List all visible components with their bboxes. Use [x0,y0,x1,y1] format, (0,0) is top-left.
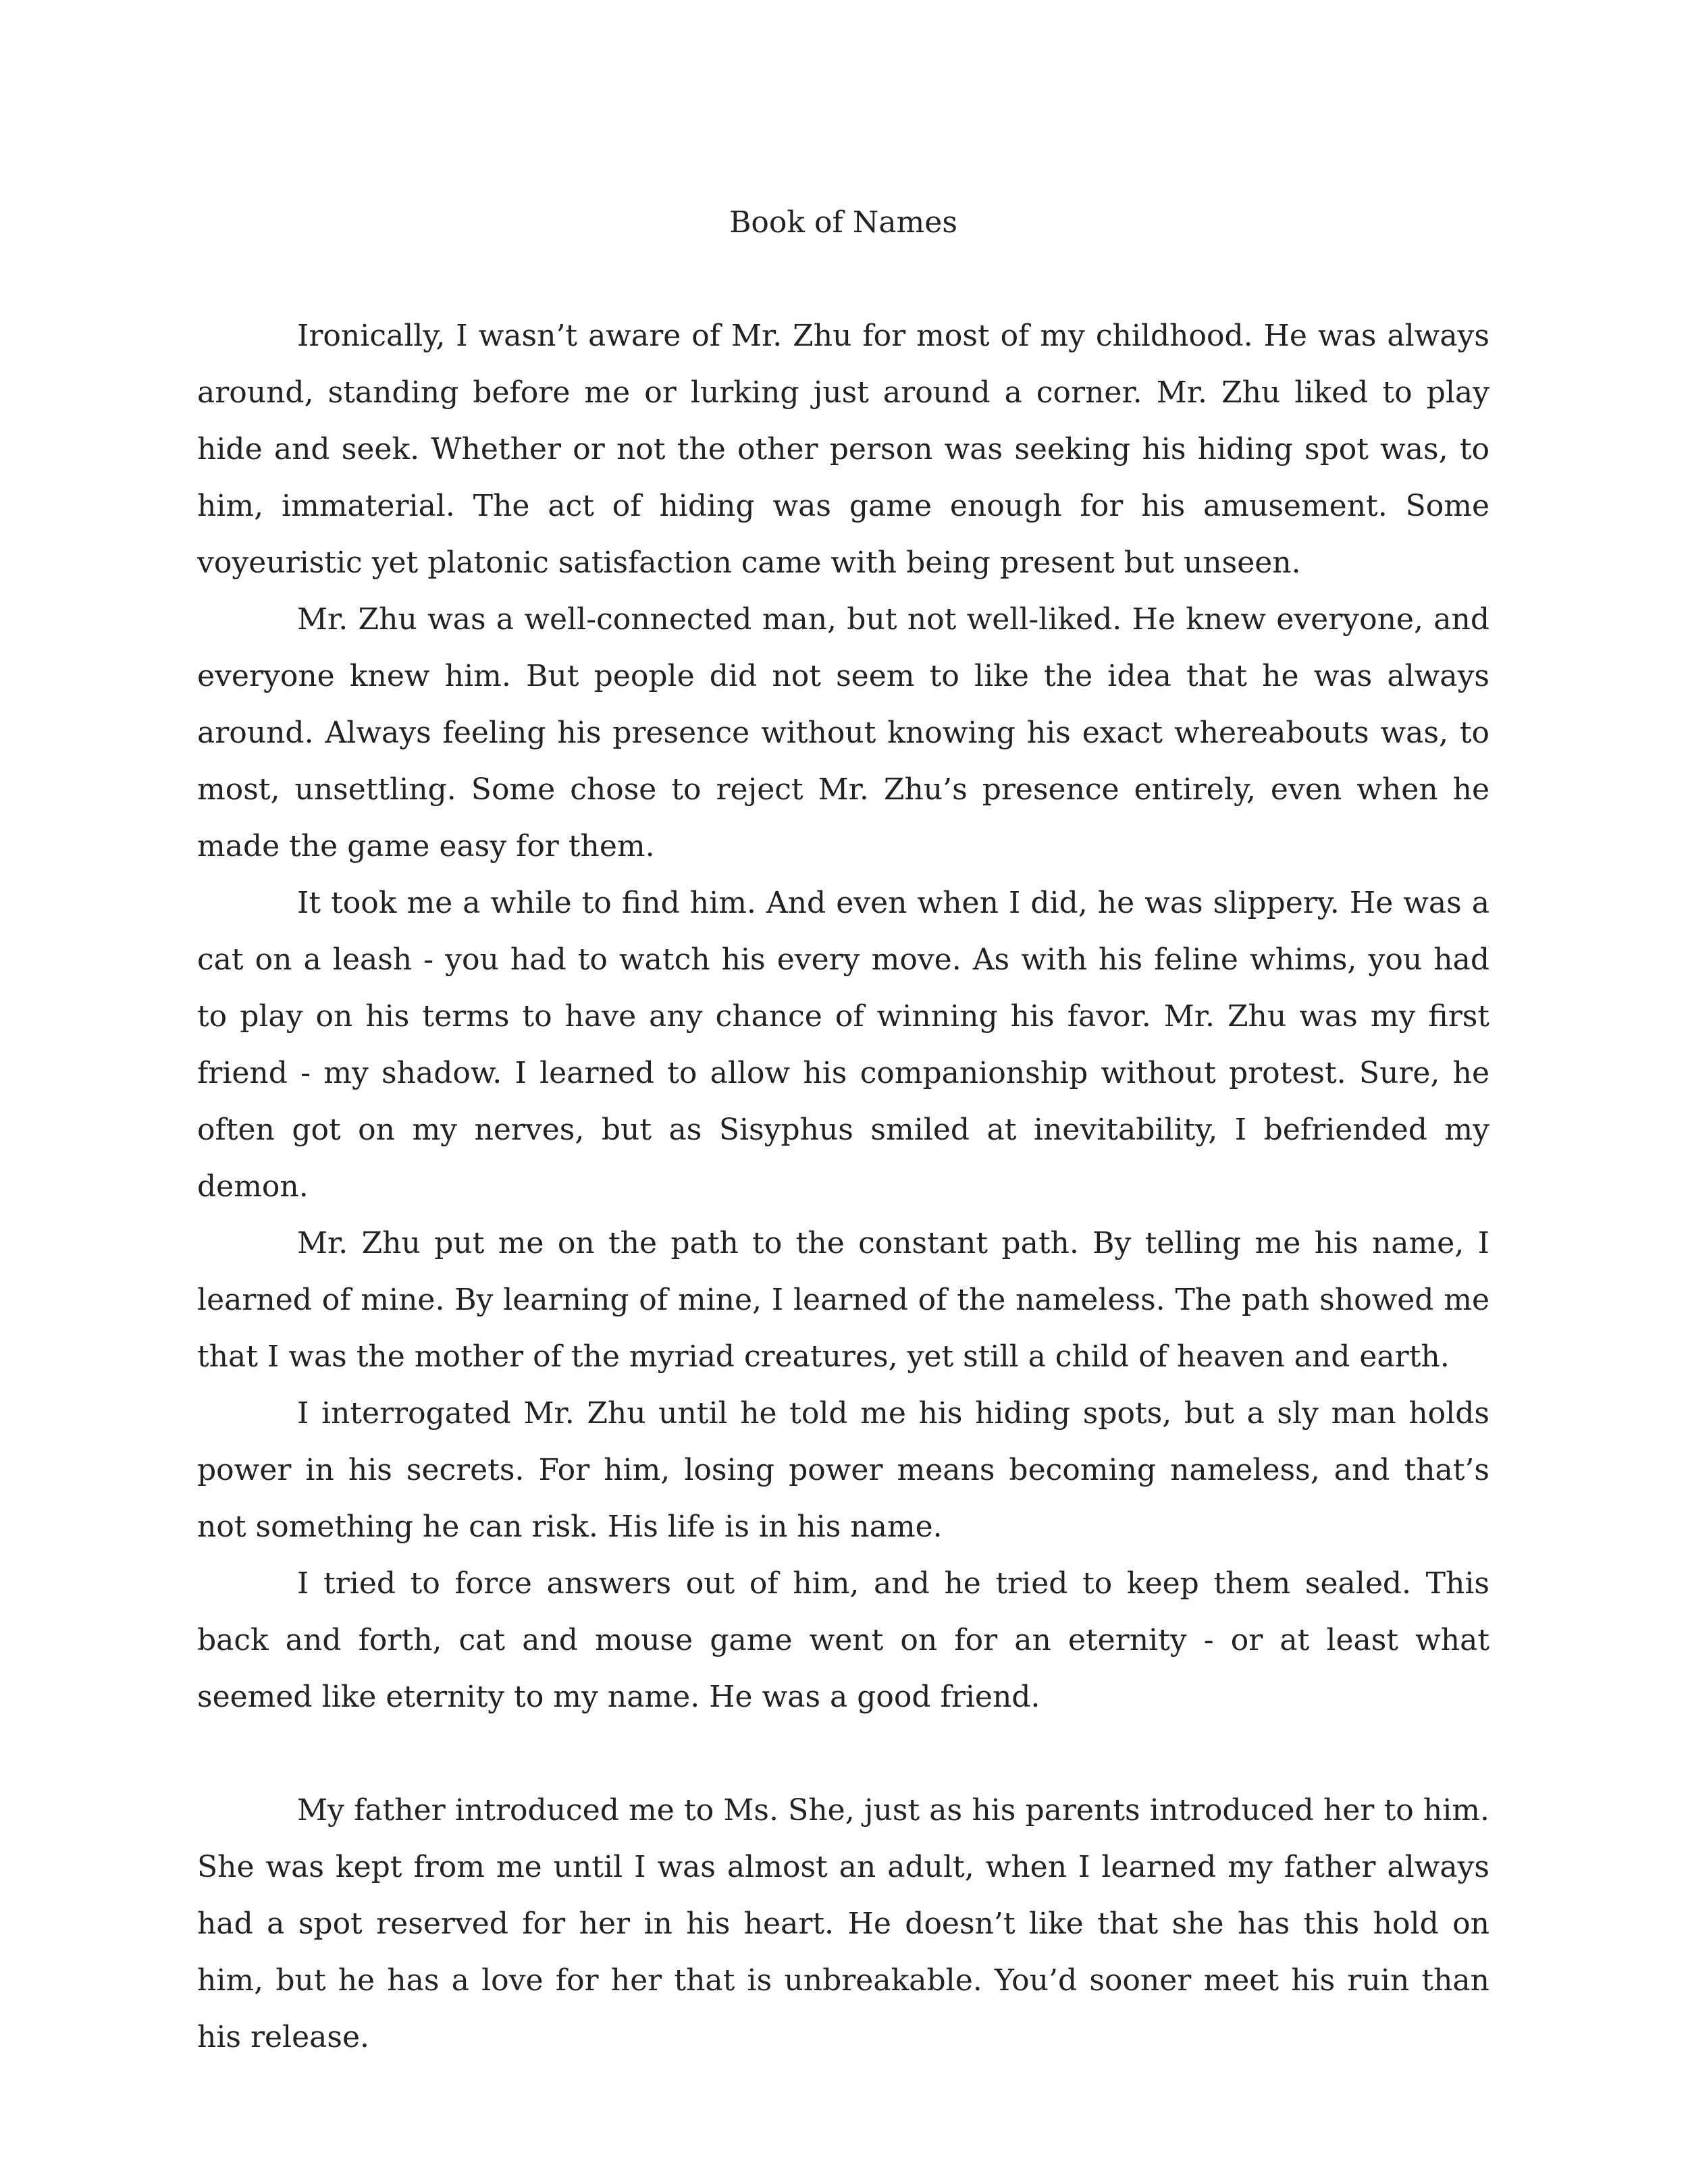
paragraph: I interrogated Mr. Zhu until he told me his hiding spots, but a sly man holds power in his secrets. For him, losing power means becoming nameless, and that’s not something he can risk. His life is in his name. [197,1396,1489,1544]
paragraph: Ironically, I wasn’t aware of Mr. Zhu for most of my childhood. He was always around, standing before me or lurking just around a corner. Mr. Zhu liked to play hide and seek. Whether or not the other person was seeking his hiding spot was, to him, immaterial. The act of hiding was game enough for his amusement. Some voyeuristic yet platonic satisfaction came with being present but unseen. [197,319,1489,580]
paragraph: My father introduced me to Ms. She, just as his parents introduced her to him. She was kept from me until I was almost an adult, when I learned my father always had a spot reserved for her in his heart. He doesn’t like that she has this hold on him, but he has a love for her that is unbreakable. You’d sooner meet his ruin than his release. [197,1793,1489,2054]
paragraph: It took me a while to find him. And even when I did, he was slippery. He was a cat on a leash - you had to watch his every move. As with his feline whims, you had to play on his terms to have any chance of winning his favor. Mr. Zhu was my first friend - my shadow. I learned to allow his companionship without protest. Sure, he often got on my nerves, but as Sisyphus smiled at inevitability, I befriended my demon. [197,886,1489,1204]
paragraph: I tried to force answers out of him, and he tried to keep them sealed. This back and forth, cat and mouse game went on for an eternity - or at least what seemed like eternity to my name. He was a good friend. [197,1566,1489,1714]
paragraph: Mr. Zhu put me on the path to the constant path. By telling me his name, I learned of mine. By learning of mine, I learned of the nameless. The path showed me that I was the mother of the myriad creatures, yet still a child of heaven and earth. [197,1226,1489,1374]
document-title: Book of Names [729,205,957,240]
document-page [197,194,1489,2066]
section-break [197,1726,1489,1782]
paragraph: Mr. Zhu was a well-connected man, but not well-liked. He knew everyone, and everyone knew him. But people did not seem to like the idea that he was always around. Always feeling his presence without knowing his exact whereabouts was, to most, unsettling. Some chose to reject Mr. Zhu’s presence entirely, even when he made the game easy for them. [197,602,1489,863]
